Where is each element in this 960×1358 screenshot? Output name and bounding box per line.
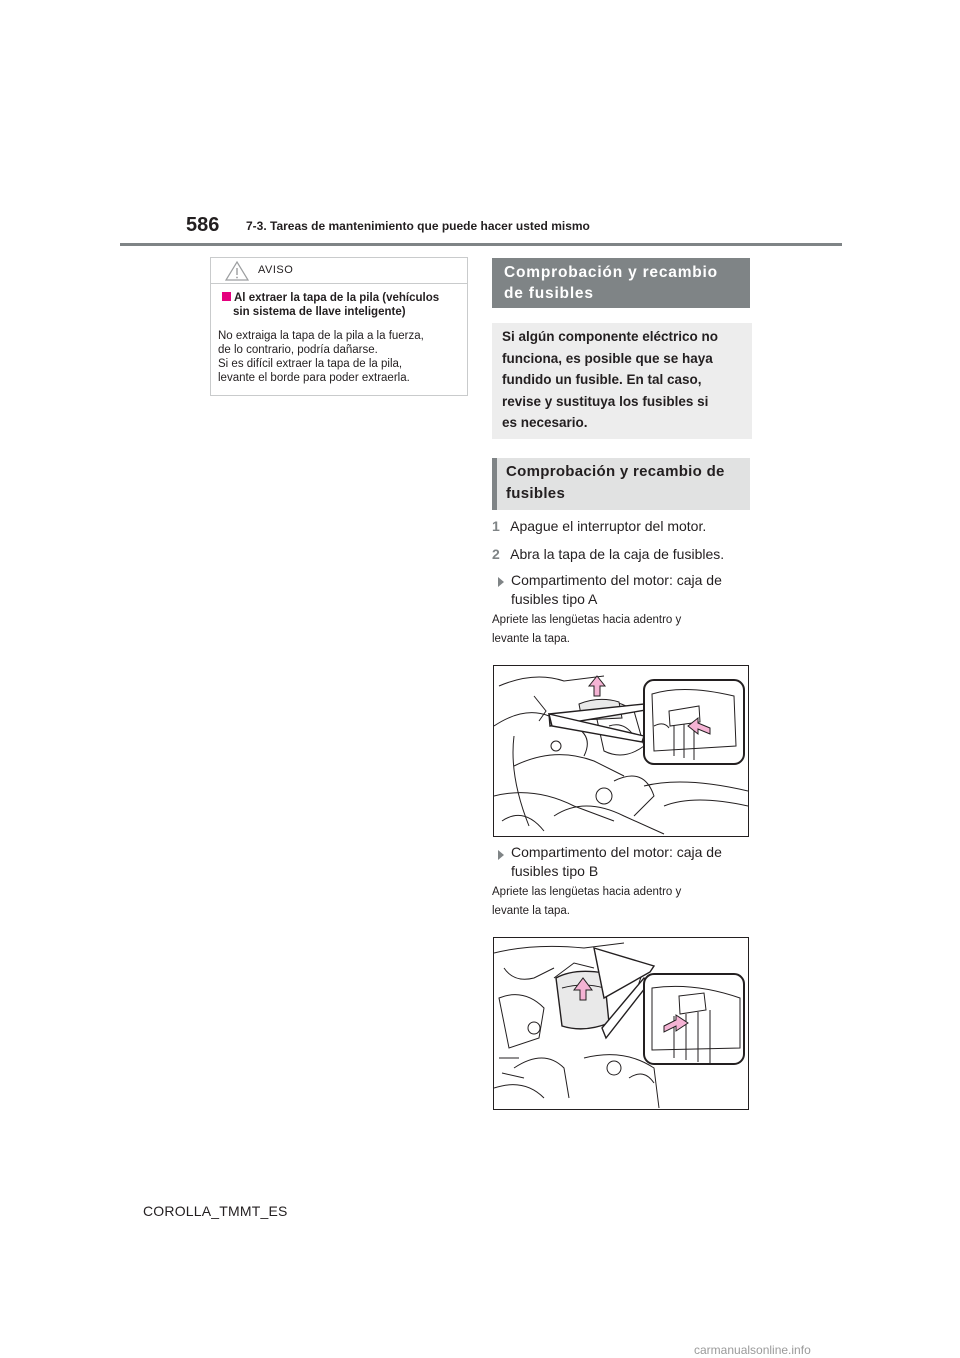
fuse-box-a-illustration [493, 665, 749, 837]
fuse-a-note-line: Apriete las lengüetas hacia adentro y [492, 614, 682, 626]
step-1 [492, 518, 706, 534]
sub-heading-line: Comprobación y recambio de [506, 463, 725, 480]
warning-subtitle-line: Al extraer la tapa de la pila (vehículos [234, 292, 440, 304]
fuse-b-bullet [511, 843, 751, 881]
fuse-b-note-line: Apriete las lengüetas hacia adentro y [492, 886, 682, 898]
warning-box [210, 257, 468, 396]
fuse-b-line: Compartimento del motor: caja de [511, 844, 722, 860]
watermark: carmanualsonline.info [694, 1343, 811, 1357]
engine-bay-a-icon [494, 666, 748, 836]
warning-body-line: levante el borde para poder extraerla. [218, 372, 410, 384]
intro-box [492, 323, 752, 439]
engine-bay-b-icon [494, 938, 748, 1109]
warning-body-line: No extraiga la tapa de la pila a la fuerza, [218, 330, 424, 342]
page-number: 586 [186, 214, 220, 236]
warning-subtitle-line: sin sistema de llave inteligente) [233, 306, 406, 318]
step-2 [492, 546, 724, 562]
intro-line: revise y sustituya los fusibles si [502, 393, 709, 409]
sub-heading [492, 458, 750, 510]
intro-line: fundido un fusible. En tal caso, [502, 372, 702, 387]
step-number: 1 [492, 518, 500, 534]
square-bullet-icon [222, 292, 231, 301]
section-banner [492, 258, 750, 308]
step-text: Apague el interruptor del motor. [510, 518, 707, 534]
warning-body-line: de lo contrario, podría dañarse. [218, 344, 378, 356]
fuse-a-line: fusibles tipo A [511, 591, 598, 607]
warning-body-line: Si es difícil extraer la tapa de la pila, [218, 358, 403, 370]
sub-heading-line: fusibles [506, 484, 566, 502]
warning-label: AVISO [258, 264, 294, 276]
fuse-box-b-illustration [493, 937, 749, 1110]
intro-text [502, 326, 742, 434]
fuse-b-line: fusibles tipo B [511, 863, 599, 879]
warning-body [218, 329, 464, 385]
intro-line: Si algún componente eléctrico no [502, 329, 719, 344]
warning-triangle-icon [225, 261, 249, 281]
section-title: 7-3. Tareas de mantenimiento que puede hacer usted mismo [246, 219, 590, 233]
triangle-bullet-icon [498, 850, 504, 860]
triangle-bullet-icon [498, 577, 504, 587]
fuse-b-note-line: levante la tapa. [492, 905, 571, 917]
intro-line: funciona, es posible que se haya [502, 350, 713, 366]
intro-line: es necesario. [502, 415, 588, 430]
fuse-a-bullet [511, 571, 751, 609]
fuse-a-note [492, 611, 752, 649]
step-number: 2 [492, 546, 500, 562]
warning-subtitle [222, 291, 462, 319]
fuse-a-line: Compartimento del motor: caja de [511, 572, 722, 588]
header-rule [120, 243, 842, 246]
document-code: COROLLA_TMMT_ES [143, 1203, 288, 1219]
warning-header [211, 258, 467, 284]
fuse-b-note [492, 883, 752, 921]
section-banner-line: de fusibles [504, 285, 594, 302]
step-text: Abra la tapa de la caja de fusibles. [510, 546, 725, 562]
fuse-a-note-line: levante la tapa. [492, 633, 571, 645]
section-banner-line: Comprobación y recambio [504, 264, 718, 281]
